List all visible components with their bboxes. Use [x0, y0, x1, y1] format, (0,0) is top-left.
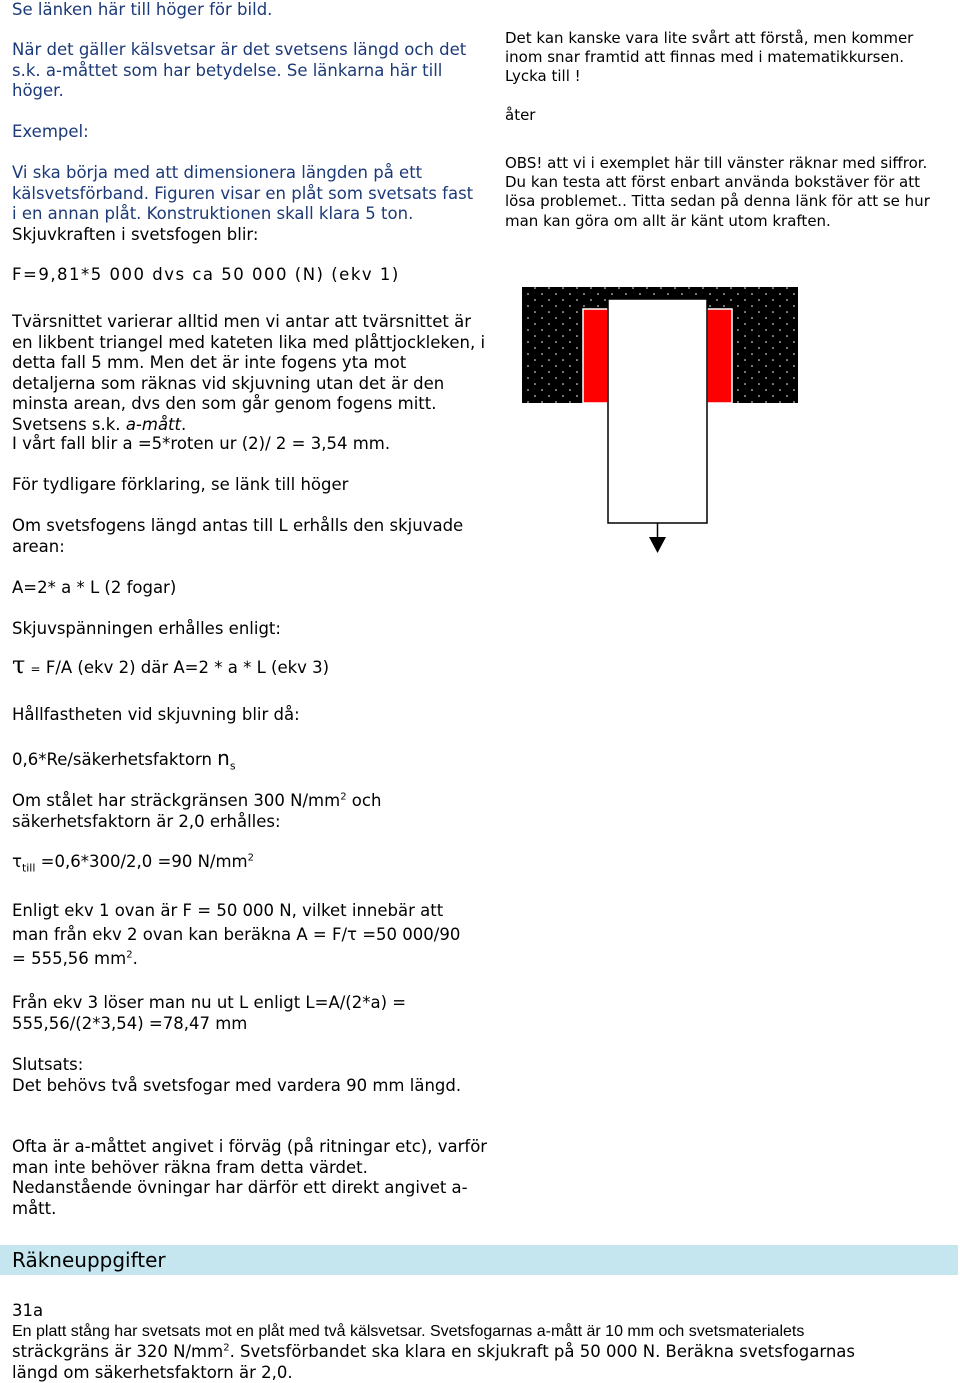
task-number: 31a — [12, 1301, 942, 1322]
intro-link-text[interactable]: Se länken här till höger för bild. — [12, 0, 492, 21]
conclusion-title: Slutsats: — [12, 1055, 462, 1076]
explanation-link-text[interactable]: För tydligare förklaring, se länk till höger — [12, 475, 492, 496]
cross-section-paragraph — [12, 312, 490, 435]
task-line-2a: sträckgräns är 320 N/mm — [12, 1342, 223, 1361]
task-line-1: En platt stång har svetsats mot en plåt med två kälsvetsar. Svetsfogarnas a-mått är 10 mm och svetsmaterialets — [12, 1322, 942, 1343]
sheared-area-text: Om svetsfogens längd antas till L erhålls den skjuvade arean: — [12, 516, 490, 557]
tau-allowable-subscript: till — [22, 861, 35, 874]
safety-factor-subscript: s — [230, 759, 236, 772]
section-heading: Räkneuppgifter — [12, 1248, 166, 1272]
area-calc-line-2 — [12, 923, 492, 947]
equation-1: F=9,81*5 000 dvs ca 50 000 (N) (ekv 1) — [12, 265, 492, 286]
tau-allowable-line — [12, 852, 492, 873]
cross-section-text: Tvärsnittet varierar alltid men vi antar att tvärsnittet är en likbent triangel med kateten lika med plåttjockleken, i detta fall 5 mm. Men det är inte fogens yta mot detaljerna som räknas vid skjuvning utan det är den minsta arean, dvs den som går genom fogens mitt. Svetsens s.k. — [12, 312, 485, 434]
shear-stress-intro: Skjuvspänningen erhålles enligt: — [12, 619, 492, 640]
yield-strength-text — [12, 791, 492, 832]
tau-unit-sup: 2 — [248, 853, 254, 864]
area-calc-line-2b: =50 000/90 — [357, 925, 460, 944]
weld-right — [707, 309, 732, 403]
yield-unit-sup: 2 — [340, 792, 346, 803]
area-unit-sup: 2 — [126, 950, 132, 961]
obs-note: OBS! att vi i exemplet här till vänster räknar med siffror. Du kan testa att först enbart använda bokstäver för att lösa problemet.. Titta sedan på denna länk för att se hur man kan göra om allt är känt utom kraften. — [505, 154, 950, 231]
area-calc-line-3-end: . — [133, 949, 138, 968]
a-matt-note: Ofta är a-måttet angivet i förväg (på ritningar etc), varför man inte behöver räkna fram detta värdet. Nedanstående övningar har därför ett direkt angivet a-mått. — [12, 1137, 490, 1219]
tau-allowable-symbol: τ — [12, 852, 22, 871]
strength-intro: Hållfastheten vid skjuvning blir då: — [12, 705, 492, 726]
back-link[interactable]: åter — [505, 106, 625, 125]
safety-factor-symbol: n — [217, 746, 230, 770]
area-calc-line-1: Enligt ekv 1 ovan är F = 50 000 N, vilket innebär att — [12, 899, 492, 923]
area-calc-line-2a: man från ekv 2 ovan kan beräkna A = F/ — [12, 925, 347, 944]
tau-symbol: τ — [12, 651, 25, 679]
task-line-2b: . Svetsförbandet ska klara en skjukraft på 50 000 N. Beräkna svetsfogarnas — [230, 1342, 855, 1361]
task-31a — [12, 1301, 942, 1383]
yield-strength-a: Om stålet har sträckgränsen 300 N/mm — [12, 791, 340, 810]
cross-section-end: . — [181, 415, 186, 434]
task-line-3: längd om säkerhetsfaktorn är 2,0. — [12, 1363, 942, 1383]
weld-diagram — [518, 285, 808, 555]
conclusion-body: Det behövs två svetsfogar med vardera 90 mm längd. — [12, 1076, 462, 1097]
area-calc-line-3a: = 555,56 mm — [12, 949, 126, 968]
allowable-formula — [12, 748, 492, 771]
area-calc-line-3 — [12, 947, 492, 971]
length-calculation: Från ekv 3 löser man nu ut L enligt L=A/(2*a) = 555,56/(2*3,54) =78,47 mm — [12, 993, 452, 1034]
allowable-formula-text: 0,6*Re/säkerhetsfaktorn — [12, 750, 212, 769]
weld-left — [583, 309, 608, 403]
example-line-4: Skjuvkraften i svetsfogen blir: — [12, 225, 502, 246]
example-label: Exempel: — [12, 122, 492, 143]
example-line-3: i en annan plåt. Konstruktionen skall klara 5 ton. — [12, 204, 502, 225]
a-value-line: I vårt fall blir a =5*roten ur (2)/ 2 = 3,54 mm. — [12, 434, 492, 455]
example-line-1: Vi ska börja med att dimensionera längden på ett — [12, 163, 502, 184]
equation-2 — [12, 652, 492, 682]
task-line-2 — [12, 1342, 942, 1363]
a-matt-term: a-mått — [126, 415, 181, 434]
welded-plate — [608, 299, 707, 523]
area-calc-tau: τ — [347, 925, 357, 944]
area-formula: A=2* a * L (2 fogar) — [12, 578, 492, 599]
conclusion — [12, 1055, 462, 1096]
equals-sign: = — [31, 662, 41, 676]
math-course-note: Det kan kanske vara lite svårt att förstå, men kommer inom snar framtid att finnas med i matematikkursen. Lycka till ! — [505, 29, 950, 87]
example-intro — [12, 163, 502, 245]
example-line-2: kälsvetsförband. Figuren visar en plåt som svetsats fast — [12, 184, 502, 205]
section-heading-band — [0, 1245, 958, 1275]
tau-allowable-value: =0,6*300/2,0 =90 N/mm — [35, 852, 247, 871]
yield-strength-b: och säkerhetsfaktorn är 2,0 erhålles: — [12, 791, 381, 831]
force-arrow-head — [649, 537, 666, 553]
task-unit-sup: 2 — [223, 1343, 229, 1354]
fillet-weld-link-text[interactable]: När det gäller kälsvetsar är det svetsens längd och det s.k. a-måttet som har betydelse. Se länkarna här till höger. — [12, 40, 492, 102]
area-calculation — [12, 899, 492, 971]
equation-2-text: F/A (ekv 2) där A=2 * a * L (ekv 3) — [46, 658, 329, 677]
